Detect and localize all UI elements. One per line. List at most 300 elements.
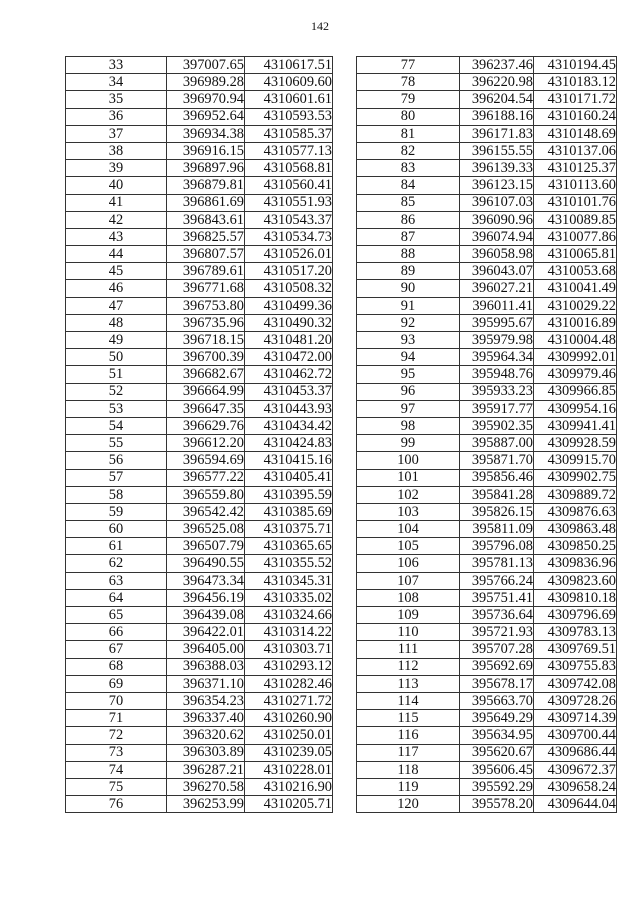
y-coordinate: 4310577.13: [245, 142, 333, 159]
table-row: [66, 658, 333, 675]
y-coordinate: 4310271.72: [245, 692, 333, 709]
table-row: [357, 778, 617, 795]
table-row: [66, 57, 333, 74]
x-coordinate: 396843.61: [167, 211, 245, 228]
table-row: [357, 297, 617, 314]
x-coordinate: 396970.94: [167, 91, 245, 108]
y-coordinate: 4310113.60: [534, 177, 617, 194]
x-coordinate: 396789.61: [167, 263, 245, 280]
table-row: [66, 744, 333, 761]
y-coordinate: 4310183.12: [534, 74, 617, 91]
point-number: 50: [66, 349, 167, 366]
y-coordinate: 4309700.44: [534, 727, 617, 744]
x-coordinate: 396043.07: [460, 263, 534, 280]
point-number: 89: [357, 263, 460, 280]
x-coordinate: 396303.89: [167, 744, 245, 761]
x-coordinate: 396027.21: [460, 280, 534, 297]
table-row: [357, 57, 617, 74]
y-coordinate: 4309810.18: [534, 589, 617, 606]
point-number: 91: [357, 297, 460, 314]
table-row: [357, 744, 617, 761]
y-coordinate: 4310517.20: [245, 263, 333, 280]
table-row: [357, 125, 617, 142]
table-row: [66, 641, 333, 658]
y-coordinate: 4310053.68: [534, 263, 617, 280]
x-coordinate: 395578.20: [460, 796, 534, 813]
table-row: [66, 452, 333, 469]
point-number: 81: [357, 125, 460, 142]
point-number: 45: [66, 263, 167, 280]
x-coordinate: 396490.55: [167, 555, 245, 572]
point-number: 40: [66, 177, 167, 194]
point-number: 96: [357, 383, 460, 400]
y-coordinate: 4310415.16: [245, 452, 333, 469]
y-coordinate: 4310335.02: [245, 589, 333, 606]
table-row: [357, 503, 617, 520]
table-row: [357, 263, 617, 280]
x-coordinate: 396090.96: [460, 211, 534, 228]
y-coordinate: 4310375.71: [245, 521, 333, 538]
table-row: [357, 332, 617, 349]
y-coordinate: 4310424.83: [245, 435, 333, 452]
x-coordinate: 396123.15: [460, 177, 534, 194]
table-row: [66, 675, 333, 692]
y-coordinate: 4310216.90: [245, 778, 333, 795]
table-row: [66, 228, 333, 245]
x-coordinate: 395917.77: [460, 400, 534, 417]
point-number: 111: [357, 641, 460, 658]
table-row: [66, 555, 333, 572]
x-coordinate: 396456.19: [167, 589, 245, 606]
y-coordinate: 4310260.90: [245, 710, 333, 727]
table-row: [66, 469, 333, 486]
y-coordinate: 4310568.81: [245, 160, 333, 177]
x-coordinate: 395634.95: [460, 727, 534, 744]
x-coordinate: 396371.10: [167, 675, 245, 692]
point-number: 102: [357, 486, 460, 503]
x-coordinate: 396664.99: [167, 383, 245, 400]
x-coordinate: 395811.09: [460, 521, 534, 538]
point-number: 46: [66, 280, 167, 297]
y-coordinate: 4310601.61: [245, 91, 333, 108]
y-coordinate: 4310250.01: [245, 727, 333, 744]
point-number: 75: [66, 778, 167, 795]
table-row: [357, 469, 617, 486]
x-coordinate: 396422.01: [167, 624, 245, 641]
x-coordinate: 396253.99: [167, 796, 245, 813]
point-number: 74: [66, 761, 167, 778]
table-row: [66, 796, 333, 813]
point-number: 119: [357, 778, 460, 795]
table-row: [357, 349, 617, 366]
point-number: 99: [357, 435, 460, 452]
x-coordinate: 395766.24: [460, 572, 534, 589]
point-number: 78: [357, 74, 460, 91]
point-number: 112: [357, 658, 460, 675]
x-coordinate: 395856.46: [460, 469, 534, 486]
x-coordinate: 396718.15: [167, 332, 245, 349]
y-coordinate: 4310148.69: [534, 125, 617, 142]
table-row: [357, 675, 617, 692]
point-number: 72: [66, 727, 167, 744]
point-number: 95: [357, 366, 460, 383]
x-coordinate: 396861.69: [167, 194, 245, 211]
point-number: 67: [66, 641, 167, 658]
point-number: 90: [357, 280, 460, 297]
y-coordinate: 4309769.51: [534, 641, 617, 658]
point-number: 87: [357, 228, 460, 245]
y-coordinate: 4309686.44: [534, 744, 617, 761]
point-number: 48: [66, 314, 167, 331]
point-number: 65: [66, 607, 167, 624]
table-row: [357, 486, 617, 503]
y-coordinate: 4309823.60: [534, 572, 617, 589]
table-row: [357, 160, 617, 177]
y-coordinate: 4310526.01: [245, 246, 333, 263]
x-coordinate: 395841.28: [460, 486, 534, 503]
point-number: 73: [66, 744, 167, 761]
point-number: 107: [357, 572, 460, 589]
y-coordinate: 4309783.13: [534, 624, 617, 641]
x-coordinate: 396629.76: [167, 417, 245, 434]
table-row: [357, 641, 617, 658]
point-number: 83: [357, 160, 460, 177]
x-coordinate: 396405.00: [167, 641, 245, 658]
table-row: [357, 555, 617, 572]
x-coordinate: 395826.15: [460, 503, 534, 520]
y-coordinate: 4310171.72: [534, 91, 617, 108]
point-number: 58: [66, 486, 167, 503]
y-coordinate: 4310293.12: [245, 658, 333, 675]
point-number: 70: [66, 692, 167, 709]
table-row: [66, 503, 333, 520]
x-coordinate: 396439.08: [167, 607, 245, 624]
table-row: [357, 314, 617, 331]
y-coordinate: 4310228.01: [245, 761, 333, 778]
table-row: [66, 160, 333, 177]
table-row: [66, 349, 333, 366]
x-coordinate: 396879.81: [167, 177, 245, 194]
x-coordinate: 397007.65: [167, 57, 245, 74]
table-row: [66, 486, 333, 503]
x-coordinate: 396647.35: [167, 400, 245, 417]
point-number: 39: [66, 160, 167, 177]
table-row: [357, 280, 617, 297]
x-coordinate: 395871.70: [460, 452, 534, 469]
y-coordinate: 4310041.49: [534, 280, 617, 297]
x-coordinate: 395964.34: [460, 349, 534, 366]
x-coordinate: 396074.94: [460, 228, 534, 245]
x-coordinate: 396825.57: [167, 228, 245, 245]
table-row: [66, 607, 333, 624]
table-row: [357, 435, 617, 452]
y-coordinate: 4309714.39: [534, 710, 617, 727]
y-coordinate: 4309876.63: [534, 503, 617, 520]
x-coordinate: 396682.67: [167, 366, 245, 383]
y-coordinate: 4309915.70: [534, 452, 617, 469]
table-row: [66, 761, 333, 778]
point-number: 52: [66, 383, 167, 400]
x-coordinate: 396388.03: [167, 658, 245, 675]
x-coordinate: 395751.41: [460, 589, 534, 606]
x-coordinate: 396473.34: [167, 572, 245, 589]
y-coordinate: 4310609.60: [245, 74, 333, 91]
point-number: 57: [66, 469, 167, 486]
coordinates-table-right: [356, 56, 617, 813]
x-coordinate: 395678.17: [460, 675, 534, 692]
y-coordinate: 4309658.24: [534, 778, 617, 795]
table-row: [66, 314, 333, 331]
y-coordinate: 4310385.69: [245, 503, 333, 520]
x-coordinate: 396287.21: [167, 761, 245, 778]
x-coordinate: 396735.96: [167, 314, 245, 331]
x-coordinate: 395707.28: [460, 641, 534, 658]
point-number: 94: [357, 349, 460, 366]
y-coordinate: 4310365.65: [245, 538, 333, 555]
y-coordinate: 4310551.93: [245, 194, 333, 211]
x-coordinate: 395606.45: [460, 761, 534, 778]
table-row: [66, 74, 333, 91]
y-coordinate: 4310508.32: [245, 280, 333, 297]
point-number: 68: [66, 658, 167, 675]
y-coordinate: 4310004.48: [534, 332, 617, 349]
table-row: [357, 74, 617, 91]
y-coordinate: 4310205.71: [245, 796, 333, 813]
table-row: [357, 108, 617, 125]
table-row: [357, 177, 617, 194]
y-coordinate: 4310125.37: [534, 160, 617, 177]
table-row: [66, 624, 333, 641]
point-number: 76: [66, 796, 167, 813]
y-coordinate: 4310490.32: [245, 314, 333, 331]
y-coordinate: 4309979.46: [534, 366, 617, 383]
table-row: [357, 607, 617, 624]
table-row: [66, 589, 333, 606]
table-row: [66, 91, 333, 108]
y-coordinate: 4310534.73: [245, 228, 333, 245]
table-row: [357, 727, 617, 744]
y-coordinate: 4310324.66: [245, 607, 333, 624]
y-coordinate: 4309889.72: [534, 486, 617, 503]
y-coordinate: 4310585.37: [245, 125, 333, 142]
y-coordinate: 4309954.16: [534, 400, 617, 417]
x-coordinate: 396700.39: [167, 349, 245, 366]
table-row: [357, 658, 617, 675]
y-coordinate: 4310434.42: [245, 417, 333, 434]
x-coordinate: 396771.68: [167, 280, 245, 297]
x-coordinate: 396171.83: [460, 125, 534, 142]
y-coordinate: 4309644.04: [534, 796, 617, 813]
y-coordinate: 4310303.71: [245, 641, 333, 658]
table-row: [357, 521, 617, 538]
table-row: [66, 332, 333, 349]
y-coordinate: 4309992.01: [534, 349, 617, 366]
point-number: 55: [66, 435, 167, 452]
y-coordinate: 4309836.96: [534, 555, 617, 572]
point-number: 118: [357, 761, 460, 778]
x-coordinate: 395995.67: [460, 314, 534, 331]
y-coordinate: 4310593.53: [245, 108, 333, 125]
table-row: [357, 710, 617, 727]
y-coordinate: 4309928.59: [534, 435, 617, 452]
x-coordinate: 396916.15: [167, 142, 245, 159]
table-row: [357, 383, 617, 400]
y-coordinate: 4309755.83: [534, 658, 617, 675]
table-row: [357, 761, 617, 778]
point-number: 34: [66, 74, 167, 91]
table-row: [357, 452, 617, 469]
y-coordinate: 4310443.93: [245, 400, 333, 417]
point-number: 38: [66, 142, 167, 159]
table-row: [357, 624, 617, 641]
table-row: [66, 435, 333, 452]
x-coordinate: 395887.00: [460, 435, 534, 452]
table-row: [66, 246, 333, 263]
point-number: 44: [66, 246, 167, 263]
point-number: 69: [66, 675, 167, 692]
x-coordinate: 395620.67: [460, 744, 534, 761]
y-coordinate: 4310462.72: [245, 366, 333, 383]
table-row: [66, 177, 333, 194]
x-coordinate: 396559.80: [167, 486, 245, 503]
x-coordinate: 396507.79: [167, 538, 245, 555]
point-number: 82: [357, 142, 460, 159]
point-number: 115: [357, 710, 460, 727]
table-row: [66, 383, 333, 400]
table-row: [357, 572, 617, 589]
table-row: [66, 572, 333, 589]
x-coordinate: 396320.62: [167, 727, 245, 744]
table-row: [357, 417, 617, 434]
y-coordinate: 4310499.36: [245, 297, 333, 314]
y-coordinate: 4310560.41: [245, 177, 333, 194]
point-number: 92: [357, 314, 460, 331]
point-number: 53: [66, 400, 167, 417]
point-number: 33: [66, 57, 167, 74]
y-coordinate: 4310395.59: [245, 486, 333, 503]
point-number: 63: [66, 572, 167, 589]
y-coordinate: 4309742.08: [534, 675, 617, 692]
table-row: [66, 142, 333, 159]
point-number: 100: [357, 452, 460, 469]
point-number: 49: [66, 332, 167, 349]
point-number: 85: [357, 194, 460, 211]
point-number: 80: [357, 108, 460, 125]
x-coordinate: 396188.16: [460, 108, 534, 125]
point-number: 106: [357, 555, 460, 572]
point-number: 110: [357, 624, 460, 641]
table-row: [357, 538, 617, 555]
x-coordinate: 396594.69: [167, 452, 245, 469]
point-number: 41: [66, 194, 167, 211]
table-row: [357, 142, 617, 159]
point-number: 97: [357, 400, 460, 417]
point-number: 113: [357, 675, 460, 692]
x-coordinate: 396934.38: [167, 125, 245, 142]
table-row: [357, 400, 617, 417]
x-coordinate: 396354.23: [167, 692, 245, 709]
point-number: 71: [66, 710, 167, 727]
x-coordinate: 396011.41: [460, 297, 534, 314]
table-row: [66, 194, 333, 211]
y-coordinate: 4309966.85: [534, 383, 617, 400]
point-number: 59: [66, 503, 167, 520]
point-number: 35: [66, 91, 167, 108]
page-number: 142: [311, 19, 329, 33]
point-number: 79: [357, 91, 460, 108]
point-number: 51: [66, 366, 167, 383]
table-row: [66, 211, 333, 228]
x-coordinate: 396807.57: [167, 246, 245, 263]
point-number: 120: [357, 796, 460, 813]
point-number: 88: [357, 246, 460, 263]
y-coordinate: 4310089.85: [534, 211, 617, 228]
table-row: [66, 521, 333, 538]
point-number: 84: [357, 177, 460, 194]
point-number: 77: [357, 57, 460, 74]
x-coordinate: 396058.98: [460, 246, 534, 263]
y-coordinate: 4309728.26: [534, 692, 617, 709]
y-coordinate: 4310472.00: [245, 349, 333, 366]
point-number: 56: [66, 452, 167, 469]
y-coordinate: 4310137.06: [534, 142, 617, 159]
y-coordinate: 4310065.81: [534, 246, 617, 263]
x-coordinate: 395663.70: [460, 692, 534, 709]
point-number: 86: [357, 211, 460, 228]
table-row: [66, 108, 333, 125]
point-number: 54: [66, 417, 167, 434]
y-coordinate: 4310282.46: [245, 675, 333, 692]
point-number: 93: [357, 332, 460, 349]
point-number: 105: [357, 538, 460, 555]
y-coordinate: 4310101.76: [534, 194, 617, 211]
y-coordinate: 4309796.69: [534, 607, 617, 624]
table-row: [66, 280, 333, 297]
table-row: [357, 692, 617, 709]
y-coordinate: 4310405.41: [245, 469, 333, 486]
point-number: 98: [357, 417, 460, 434]
y-coordinate: 4310617.51: [245, 57, 333, 74]
x-coordinate: 396107.03: [460, 194, 534, 211]
point-number: 36: [66, 108, 167, 125]
x-coordinate: 395902.35: [460, 417, 534, 434]
point-number: 60: [66, 521, 167, 538]
y-coordinate: 4310314.22: [245, 624, 333, 641]
table-row: [357, 211, 617, 228]
x-coordinate: 396237.46: [460, 57, 534, 74]
x-coordinate: 395649.29: [460, 710, 534, 727]
table-row: [66, 400, 333, 417]
x-coordinate: 396952.64: [167, 108, 245, 125]
table-row: [66, 778, 333, 795]
table-row: [357, 366, 617, 383]
x-coordinate: 396525.08: [167, 521, 245, 538]
x-coordinate: 396577.22: [167, 469, 245, 486]
x-coordinate: 396897.96: [167, 160, 245, 177]
x-coordinate: 396270.58: [167, 778, 245, 795]
x-coordinate: 395796.08: [460, 538, 534, 555]
x-coordinate: 396139.33: [460, 160, 534, 177]
table-row: [66, 125, 333, 142]
table-row: [357, 589, 617, 606]
point-number: 37: [66, 125, 167, 142]
y-coordinate: 4310239.05: [245, 744, 333, 761]
point-number: 62: [66, 555, 167, 572]
y-coordinate: 4310029.22: [534, 297, 617, 314]
x-coordinate: 396220.98: [460, 74, 534, 91]
x-coordinate: 395933.23: [460, 383, 534, 400]
point-number: 108: [357, 589, 460, 606]
